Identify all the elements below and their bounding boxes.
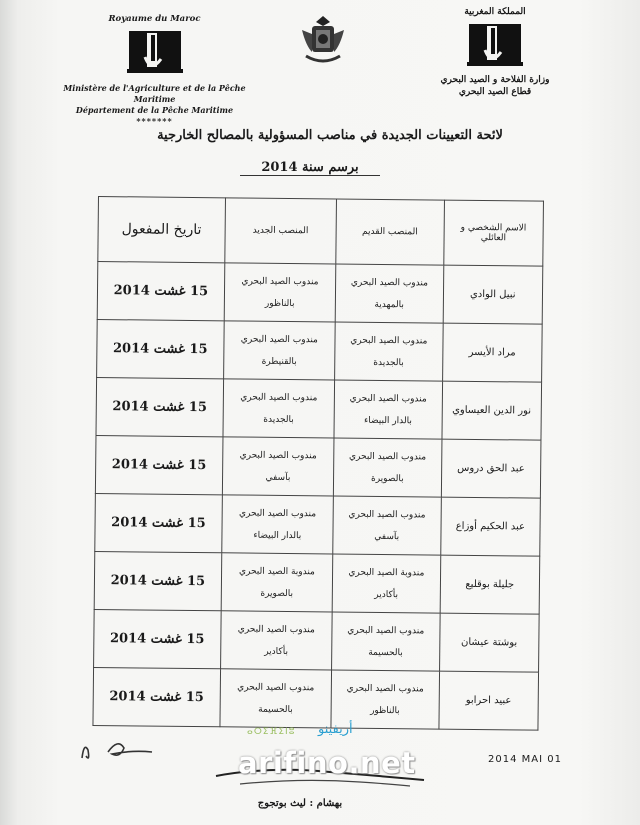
cell-name: نبيل الوادي: [443, 265, 543, 324]
ministry-label-ar: وزارة الفلاحة و الصيد البحري: [440, 75, 550, 85]
cell-name: عبد الحق دروس: [441, 439, 541, 498]
cell-old-post: مندوب الصيد البحري بالمهدية: [335, 264, 443, 323]
header-new-post: المنصب الجديد: [225, 198, 337, 264]
cell-old-post: مندوب الصيد البحري بالجديدة: [335, 322, 443, 381]
cell-name: جليلة بوقليع: [440, 555, 540, 614]
cell-date: 15 غشت 2014: [95, 493, 222, 552]
cell-new-post: مندوب الصيد البحري بأكادير: [220, 611, 332, 670]
signed-by-label: بهشام : ليث بوتجوج: [257, 798, 343, 809]
ministry-line-2: Maritime: [133, 94, 176, 104]
watermark-main: arifino.net: [238, 746, 416, 780]
cell-old-post: مندوبة الصيد البحري بأكادير: [332, 554, 440, 613]
table-row: [94, 609, 540, 672]
ministry-line-1: Ministère de l'Agriculture et de la Pêche: [63, 83, 246, 93]
cell-new-post: مندوب الصيد البحري بآسفي: [222, 437, 334, 496]
header-right-arabic: [420, 6, 570, 98]
department-label-ar: قطاع الصيد البحري: [458, 87, 532, 97]
table-row: [93, 667, 539, 730]
watermark-tifinagh: ⴰⵔⵉⴼⵉⵏⵓ: [247, 727, 296, 737]
department-label: Département de la Pêche Maritime: [75, 105, 234, 115]
appointments-table: [92, 196, 544, 731]
header-effective-date: تاريخ المفعول: [98, 197, 225, 263]
cell-new-post: مندوب الصيد البحري بالجديدة: [223, 379, 335, 438]
cell-date: 15 غشت 2014: [96, 377, 223, 436]
cell-new-post: مندوب الصيد البحري بالناظور: [224, 263, 336, 322]
table-row: [95, 435, 541, 498]
document-subtitle: برسم سنة 2014: [240, 160, 380, 176]
cell-name: مراد الأيسر: [442, 323, 542, 382]
table-row: [97, 319, 543, 382]
cell-old-post: مندوب الصيد البحري بالدار البيضاء: [334, 380, 442, 439]
stamp-date: 2014 MAI 01: [488, 754, 562, 765]
table-row: [94, 551, 540, 614]
watermark-arabic: أريفينو: [318, 722, 353, 737]
cell-old-post: مندوب الصيد البحري بالصويرة: [333, 438, 441, 497]
cell-new-post: مندوب الصيد البحري بالحسيمة: [220, 669, 332, 728]
cell-name: عبيد احرابو: [439, 671, 539, 730]
cell-date: 15 غشت 2014: [97, 319, 224, 378]
header-left-french: [62, 14, 247, 127]
table-row: [97, 262, 543, 325]
stars-separator: *******: [136, 116, 173, 126]
table-row: [96, 377, 542, 440]
royal-coat-of-arms-icon: [296, 12, 350, 68]
ministry-logo-left-icon: [125, 29, 185, 77]
cell-old-post: مندوب الصيد البحري بالناظور: [331, 670, 439, 729]
cell-name: بوشتة عيشان: [439, 613, 539, 672]
cell-date: 15 غشت 2014: [93, 667, 220, 726]
cell-old-post: مندوب الصيد البحري بالحسيمة: [332, 612, 440, 671]
header-old-post: المنصب القديم: [336, 199, 444, 265]
cell-date: 15 غشت 2014: [95, 435, 222, 494]
table-row: [95, 493, 541, 556]
cell-old-post: مندوب الصيد البحري بآسفي: [333, 496, 441, 555]
table-header-row: [98, 197, 544, 267]
cell-new-post: مندوب الصيد البحري بالقنيطرة: [223, 321, 335, 380]
handwritten-signature-icon: [72, 728, 162, 768]
cell-new-post: مندوب الصيد البحري بالدار البيضاء: [222, 495, 334, 554]
header-name: الاسم الشخصي و العائلي: [443, 200, 543, 266]
cell-name: نور الدين العيساوي: [442, 381, 542, 440]
cell-name: عبد الحكيم أوزاع: [440, 497, 540, 556]
kingdom-label-fr: Royaume du Maroc: [108, 14, 201, 24]
cell-date: 15 غشت 2014: [94, 609, 221, 668]
cell-new-post: مندوبة الصيد البحري بالصويرة: [221, 553, 333, 612]
ministry-logo-right-icon: [465, 22, 525, 70]
document-title: لائحة التعيينات الجديدة في مناصب المسؤولية بالمصالح الخارجية: [157, 128, 503, 143]
kingdom-label-ar: المملكة المغربية: [464, 7, 526, 17]
cell-date: 15 غشت 2014: [94, 551, 221, 610]
cell-date: 15 غشت 2014: [97, 262, 224, 321]
